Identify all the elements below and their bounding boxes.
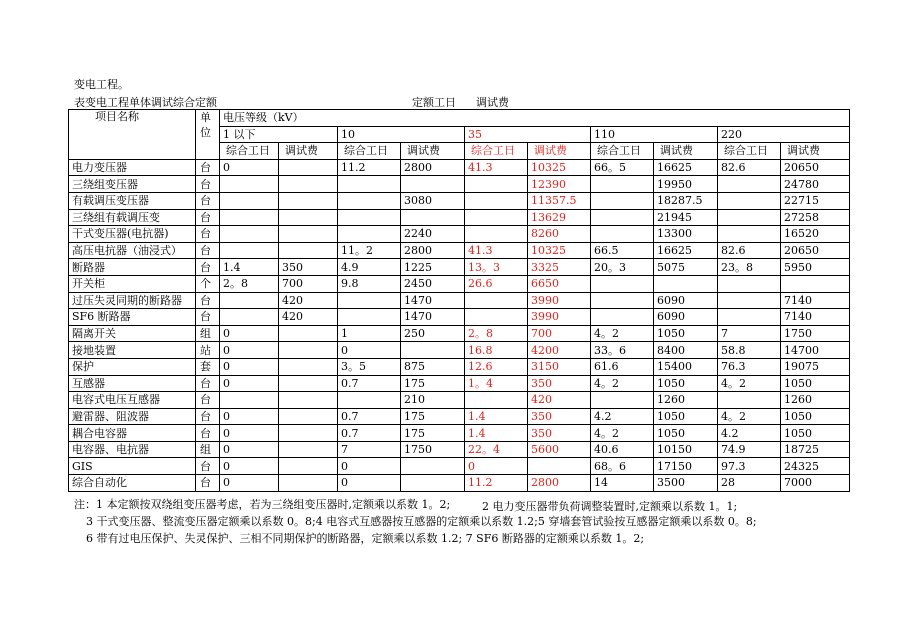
row-value: 19950 xyxy=(654,176,718,193)
row-value: 13300 xyxy=(654,226,718,243)
row-value xyxy=(591,192,654,209)
row-name: 干式变压器(电抗器) xyxy=(69,226,196,243)
table-row xyxy=(69,342,850,359)
row-name: 保护 xyxy=(69,358,196,375)
row-value: 22。4 xyxy=(465,441,528,458)
row-value xyxy=(781,275,850,292)
row-value xyxy=(401,458,465,475)
row-value: 10325 xyxy=(528,159,591,176)
row-value xyxy=(220,392,279,409)
row-value: 16520 xyxy=(781,226,850,243)
row-value: 16625 xyxy=(654,242,718,259)
row-value: 17150 xyxy=(654,458,718,475)
row-value: 68。6 xyxy=(591,458,654,475)
header-workday: 综合工日 xyxy=(220,143,279,160)
row-value: 2450 xyxy=(401,275,465,292)
row-value xyxy=(338,292,401,309)
row-value xyxy=(591,392,654,409)
header-fee: 调试费 xyxy=(528,143,591,160)
row-value xyxy=(338,192,401,209)
row-name: GIS xyxy=(69,458,196,475)
row-value xyxy=(220,309,279,326)
row-value xyxy=(279,325,338,342)
row-value xyxy=(718,309,781,326)
row-unit: 个 xyxy=(196,275,220,292)
row-value: 4。2 xyxy=(591,375,654,392)
row-value: 66。5 xyxy=(591,159,654,176)
row-value xyxy=(591,309,654,326)
table-row xyxy=(69,325,850,342)
table-row xyxy=(69,309,850,326)
row-value: 7140 xyxy=(781,309,850,326)
row-unit: 组 xyxy=(196,441,220,458)
row-value xyxy=(220,209,279,226)
note-1: 注：1 本定额按双绕组变压器考虑，若为三绕组变压器时,定额乘以系数 1。2; xyxy=(74,498,451,511)
row-value: 1 xyxy=(338,325,401,342)
row-value xyxy=(718,176,781,193)
header-fee: 调试费 xyxy=(279,143,338,160)
row-value xyxy=(718,392,781,409)
row-value: 1050 xyxy=(654,325,718,342)
row-name: 断路器 xyxy=(69,259,196,276)
row-unit: 台 xyxy=(196,458,220,475)
table-row xyxy=(69,242,850,259)
row-value: 350 xyxy=(528,408,591,425)
header-workday: 综合工日 xyxy=(338,143,401,160)
row-value: 0 xyxy=(220,358,279,375)
row-value: 420 xyxy=(279,309,338,326)
table-row xyxy=(69,292,850,309)
row-value: 700 xyxy=(279,275,338,292)
row-name: 避雷器、阻波器 xyxy=(69,408,196,425)
row-value: 1.4 xyxy=(465,408,528,425)
row-value xyxy=(401,209,465,226)
row-value xyxy=(279,392,338,409)
row-value: 2。8 xyxy=(465,325,528,342)
row-value xyxy=(338,209,401,226)
row-name: 电容式电压互感器 xyxy=(69,392,196,409)
row-value: 1050 xyxy=(654,375,718,392)
row-value: 0 xyxy=(338,342,401,359)
row-value xyxy=(465,226,528,243)
row-value xyxy=(338,392,401,409)
row-value: 0.7 xyxy=(338,408,401,425)
row-unit: 台 xyxy=(196,292,220,309)
row-value: 0 xyxy=(220,408,279,425)
row-value xyxy=(338,176,401,193)
row-value xyxy=(718,209,781,226)
row-value: 1470 xyxy=(401,309,465,326)
header-workday: 综合工日 xyxy=(591,143,654,160)
row-value: 24325 xyxy=(781,458,850,475)
row-value: 11.2 xyxy=(465,475,528,492)
row-value xyxy=(220,192,279,209)
row-value: 3990 xyxy=(528,309,591,326)
header-level-0: 1 以下 xyxy=(220,126,338,143)
row-value xyxy=(279,475,338,492)
row-value xyxy=(465,292,528,309)
row-value xyxy=(338,309,401,326)
row-value: 2。8 xyxy=(220,275,279,292)
row-value xyxy=(465,392,528,409)
row-value: 18725 xyxy=(781,441,850,458)
row-value: 1225 xyxy=(401,259,465,276)
header-level-1: 10 xyxy=(338,126,465,143)
note-2: 2 电力变压器带负荷调整装置时,定额乘以系数 1。1; xyxy=(482,500,738,513)
row-value: 0 xyxy=(220,375,279,392)
row-value xyxy=(465,176,528,193)
row-value: 5600 xyxy=(528,441,591,458)
row-unit: 台 xyxy=(196,408,220,425)
header-level-2: 35 xyxy=(465,126,591,143)
row-name: 接地装置 xyxy=(69,342,196,359)
row-value: 28 xyxy=(718,475,781,492)
table-row xyxy=(69,192,850,209)
row-name: 耦合电容器 xyxy=(69,425,196,442)
row-value: 7140 xyxy=(781,292,850,309)
row-value: 2800 xyxy=(528,475,591,492)
row-value: 7 xyxy=(338,441,401,458)
header-fee: 调试费 xyxy=(781,143,850,160)
row-value: 12.6 xyxy=(465,358,528,375)
row-unit: 台 xyxy=(196,209,220,226)
row-value: 420 xyxy=(528,392,591,409)
row-value: 58.8 xyxy=(718,342,781,359)
row-value: 22715 xyxy=(781,192,850,209)
row-value: 1050 xyxy=(781,375,850,392)
row-value: 24780 xyxy=(781,176,850,193)
row-value xyxy=(279,176,338,193)
row-unit: 台 xyxy=(196,242,220,259)
header-row-voltage xyxy=(69,110,850,127)
row-value: 2240 xyxy=(401,226,465,243)
row-name: 高压电抗器（油浸式） xyxy=(69,242,196,259)
row-value xyxy=(401,342,465,359)
row-value xyxy=(279,425,338,442)
row-unit: 台 xyxy=(196,192,220,209)
row-value: 0 xyxy=(338,475,401,492)
row-value: 700 xyxy=(528,325,591,342)
table-row xyxy=(69,259,850,276)
row-value: 1050 xyxy=(781,425,850,442)
row-unit: 台 xyxy=(196,309,220,326)
row-value xyxy=(220,292,279,309)
row-value xyxy=(220,176,279,193)
row-value xyxy=(279,209,338,226)
row-value: 8400 xyxy=(654,342,718,359)
row-value: 14700 xyxy=(781,342,850,359)
row-value: 350 xyxy=(528,425,591,442)
row-value: 2800 xyxy=(401,159,465,176)
row-value: 1.4 xyxy=(220,259,279,276)
row-value: 0 xyxy=(338,458,401,475)
row-value xyxy=(279,226,338,243)
row-value xyxy=(718,226,781,243)
row-value: 1750 xyxy=(781,325,850,342)
row-value xyxy=(401,475,465,492)
row-value: 61.6 xyxy=(591,358,654,375)
row-value: 20650 xyxy=(781,242,850,259)
row-value: 420 xyxy=(279,292,338,309)
row-name: 电力变压器 xyxy=(69,159,196,176)
row-value xyxy=(279,159,338,176)
row-value xyxy=(465,192,528,209)
table-row xyxy=(69,275,850,292)
row-value: 0 xyxy=(220,342,279,359)
row-value xyxy=(654,275,718,292)
row-value: 4200 xyxy=(528,342,591,359)
row-value xyxy=(528,458,591,475)
row-value: 0 xyxy=(220,475,279,492)
row-unit: 组 xyxy=(196,325,220,342)
row-value: 1750 xyxy=(401,441,465,458)
row-unit: 套 xyxy=(196,358,220,375)
row-value: 175 xyxy=(401,375,465,392)
note-4: 6 带有过电压保护、失灵保护、三相不同期保护的断路器，定额乘以系数 1.2; 7 SF6 断路器的定额乘以系数 1。2; xyxy=(86,532,645,545)
row-value: 3。5 xyxy=(338,358,401,375)
row-value xyxy=(279,358,338,375)
row-value: 0 xyxy=(220,159,279,176)
row-name: 过压失灵同期的断路器 xyxy=(69,292,196,309)
row-value: 26.6 xyxy=(465,275,528,292)
row-value xyxy=(279,192,338,209)
row-value: 19075 xyxy=(781,358,850,375)
row-value: 21945 xyxy=(654,209,718,226)
row-value: 1050 xyxy=(654,425,718,442)
table-row xyxy=(69,425,850,442)
row-value: 1。4 xyxy=(465,375,528,392)
row-value: 18287.5 xyxy=(654,192,718,209)
row-value: 76.3 xyxy=(718,358,781,375)
row-value: 7000 xyxy=(781,475,850,492)
row-value xyxy=(591,292,654,309)
row-unit: 台 xyxy=(196,392,220,409)
row-value: 1260 xyxy=(781,392,850,409)
row-name: 有载调压变压器 xyxy=(69,192,196,209)
row-value: 12390 xyxy=(528,176,591,193)
row-value: 27258 xyxy=(781,209,850,226)
caption-fee: 调试费 xyxy=(476,96,509,109)
row-value: 4.2 xyxy=(591,408,654,425)
row-value: 0 xyxy=(465,458,528,475)
note-3: 3 干式变压器、整流变压器定额乘以系数 0。8;4 电容式互感器按互感器的定额乘以系数 1.2;5 穿墙套管试验按互感器定额乘以系数 0。8; xyxy=(86,515,757,528)
row-unit: 台 xyxy=(196,475,220,492)
header-fee: 调试费 xyxy=(401,143,465,160)
row-value: 0.7 xyxy=(338,375,401,392)
row-value: 9.8 xyxy=(338,275,401,292)
row-value: 4。2 xyxy=(591,425,654,442)
row-value xyxy=(338,226,401,243)
row-value: 13629 xyxy=(528,209,591,226)
row-value xyxy=(465,309,528,326)
row-value: 350 xyxy=(279,259,338,276)
row-value: 11。2 xyxy=(338,242,401,259)
row-value: 6090 xyxy=(654,309,718,326)
quota-table xyxy=(68,109,850,492)
header-workday: 综合工日 xyxy=(718,143,781,160)
row-value: 1260 xyxy=(654,392,718,409)
row-unit: 台 xyxy=(196,226,220,243)
row-name: 三绕组变压器 xyxy=(69,176,196,193)
row-value: 66.5 xyxy=(591,242,654,259)
row-name: 三绕组有载调压变 xyxy=(69,209,196,226)
caption-workday: 定额工日 xyxy=(412,96,456,109)
row-value: 41.3 xyxy=(465,159,528,176)
row-value: 4。2 xyxy=(718,375,781,392)
row-value: 11.2 xyxy=(338,159,401,176)
header-fee: 调试费 xyxy=(654,143,718,160)
row-value: 4.9 xyxy=(338,259,401,276)
row-value: 40.6 xyxy=(591,441,654,458)
intro-text: 变电工程。 xyxy=(74,78,129,91)
table-row xyxy=(69,392,850,409)
row-value: 20650 xyxy=(781,159,850,176)
row-value: 0.7 xyxy=(338,425,401,442)
row-value xyxy=(279,441,338,458)
table-row xyxy=(69,408,850,425)
table-row xyxy=(69,209,850,226)
row-value: 175 xyxy=(401,425,465,442)
row-value: 33。6 xyxy=(591,342,654,359)
row-value: 41.3 xyxy=(465,242,528,259)
header-workday: 综合工日 xyxy=(465,143,528,160)
row-value xyxy=(591,209,654,226)
row-unit: 台 xyxy=(196,159,220,176)
row-value: 8260 xyxy=(528,226,591,243)
row-value: 11357.5 xyxy=(528,192,591,209)
row-value: 5075 xyxy=(654,259,718,276)
row-value xyxy=(718,192,781,209)
row-name: SF6 断路器 xyxy=(69,309,196,326)
row-value xyxy=(465,209,528,226)
header-item-name: 项目名称 xyxy=(69,110,196,160)
row-value xyxy=(591,176,654,193)
row-value: 3150 xyxy=(528,358,591,375)
row-value: 210 xyxy=(401,392,465,409)
row-value xyxy=(220,242,279,259)
row-value: 4。2 xyxy=(718,408,781,425)
row-value: 20。3 xyxy=(591,259,654,276)
row-value xyxy=(279,342,338,359)
row-value: 6650 xyxy=(528,275,591,292)
header-level-4: 220 xyxy=(718,126,850,143)
row-name: 电容器、电抗器 xyxy=(69,441,196,458)
row-value: 0 xyxy=(220,441,279,458)
row-value xyxy=(279,408,338,425)
row-unit: 站 xyxy=(196,342,220,359)
row-value xyxy=(401,176,465,193)
row-unit: 台 xyxy=(196,375,220,392)
row-value: 23。8 xyxy=(718,259,781,276)
table-row xyxy=(69,226,850,243)
row-value: 4。2 xyxy=(591,325,654,342)
row-value: 14 xyxy=(591,475,654,492)
table-row xyxy=(69,358,850,375)
table-row xyxy=(69,176,850,193)
row-value: 250 xyxy=(401,325,465,342)
row-value: 10325 xyxy=(528,242,591,259)
header-level-3: 110 xyxy=(591,126,718,143)
row-value: 6090 xyxy=(654,292,718,309)
row-value: 1050 xyxy=(781,408,850,425)
table-row xyxy=(69,475,850,492)
row-value: 13。3 xyxy=(465,259,528,276)
caption-title: 表变电工程单体调试综合定额 xyxy=(74,96,217,109)
header-unit: 单位 xyxy=(196,110,220,160)
row-value: 97.3 xyxy=(718,458,781,475)
row-value: 82.6 xyxy=(718,242,781,259)
row-value: 0 xyxy=(220,325,279,342)
table-row xyxy=(69,441,850,458)
row-value: 3080 xyxy=(401,192,465,209)
row-value: 82.6 xyxy=(718,159,781,176)
row-value: 3500 xyxy=(654,475,718,492)
row-value: 875 xyxy=(401,358,465,375)
row-name: 开关柜 xyxy=(69,275,196,292)
row-value: 3325 xyxy=(528,259,591,276)
row-value: 16625 xyxy=(654,159,718,176)
row-name: 综合自动化 xyxy=(69,475,196,492)
row-value: 0 xyxy=(220,458,279,475)
row-value xyxy=(279,375,338,392)
row-value: 74.9 xyxy=(718,441,781,458)
table-row xyxy=(69,159,850,176)
row-value xyxy=(591,226,654,243)
row-value: 1470 xyxy=(401,292,465,309)
row-value xyxy=(279,242,338,259)
row-value: 2800 xyxy=(401,242,465,259)
row-value: 350 xyxy=(528,375,591,392)
row-value: 7 xyxy=(718,325,781,342)
row-value: 1050 xyxy=(654,408,718,425)
table-row xyxy=(69,375,850,392)
row-name: 隔离开关 xyxy=(69,325,196,342)
row-value: 175 xyxy=(401,408,465,425)
row-value: 3990 xyxy=(528,292,591,309)
row-value xyxy=(591,275,654,292)
row-unit: 台 xyxy=(196,259,220,276)
row-value: 10150 xyxy=(654,441,718,458)
row-unit: 台 xyxy=(196,176,220,193)
row-unit: 台 xyxy=(196,425,220,442)
row-value xyxy=(220,226,279,243)
row-value xyxy=(718,275,781,292)
row-value: 4.2 xyxy=(718,425,781,442)
row-value: 16.8 xyxy=(465,342,528,359)
row-name: 互感器 xyxy=(69,375,196,392)
row-value: 0 xyxy=(220,425,279,442)
row-value xyxy=(279,458,338,475)
header-voltage-level: 电压等级（kV） xyxy=(220,110,850,127)
row-value xyxy=(718,292,781,309)
table-row xyxy=(69,458,850,475)
row-value: 5950 xyxy=(781,259,850,276)
row-value: 1.4 xyxy=(465,425,528,442)
row-value: 15400 xyxy=(654,358,718,375)
